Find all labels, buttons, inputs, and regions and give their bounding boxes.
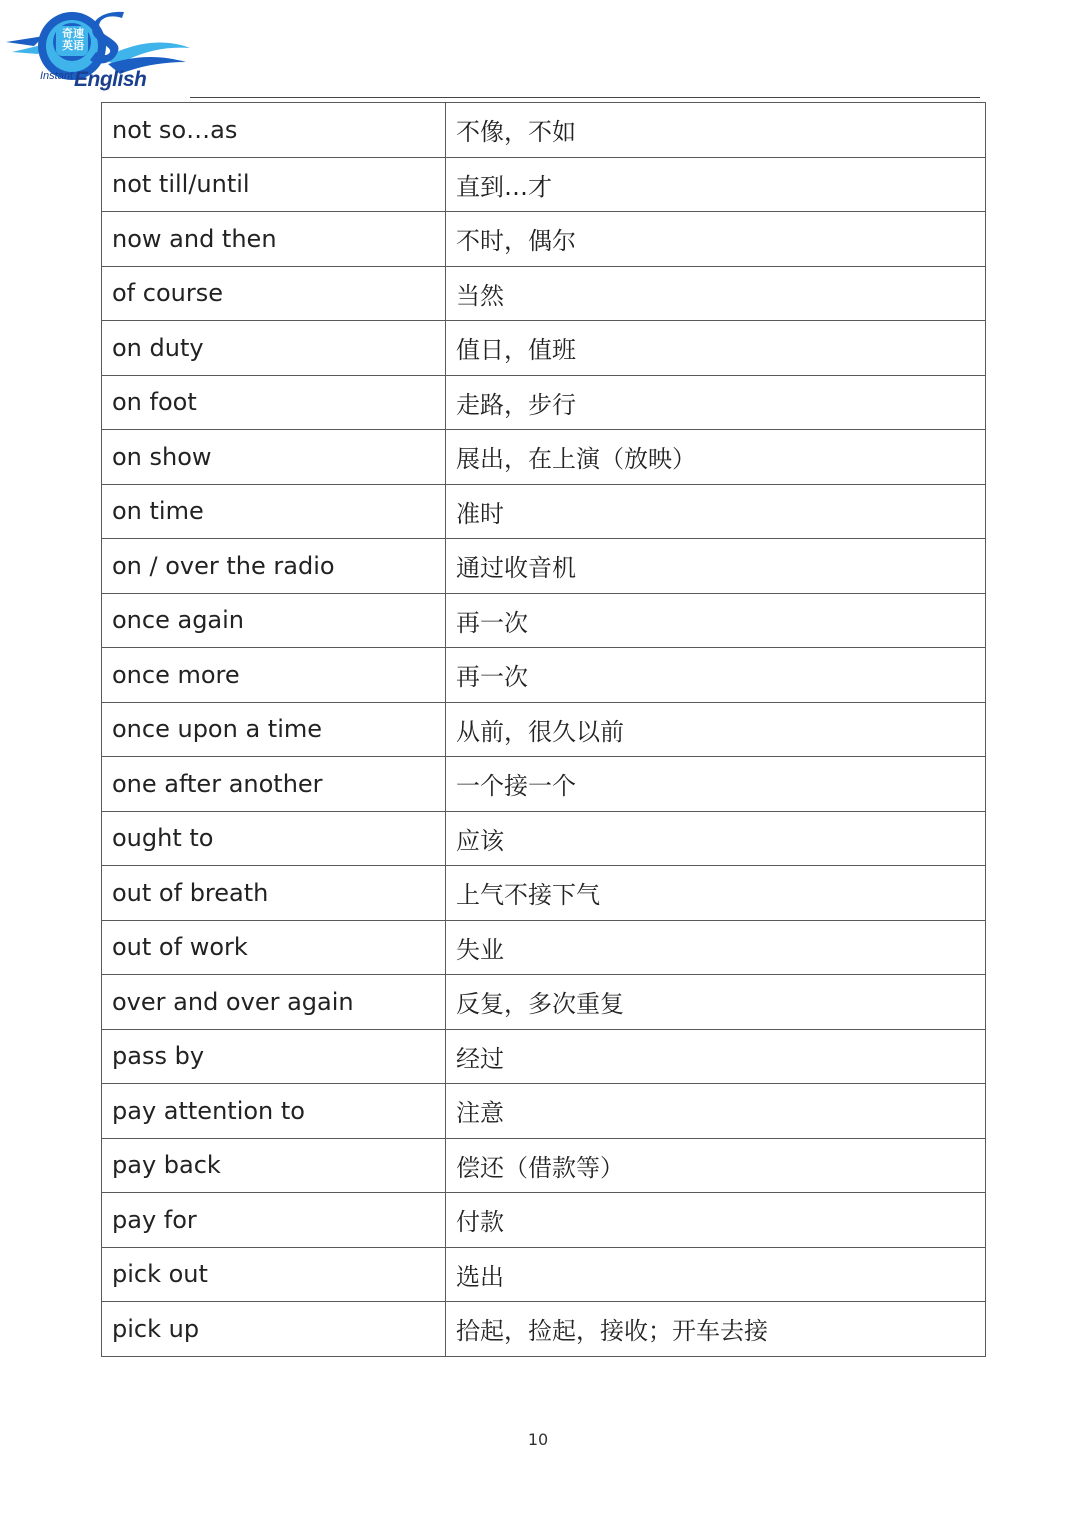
meaning-cell: 一个接一个 [446, 757, 986, 812]
meaning-cell: 直到…才 [446, 157, 986, 212]
meaning-cell: 注意 [446, 1084, 986, 1139]
table-row [102, 375, 986, 430]
page-number: 10 [527, 1430, 549, 1449]
phrase-cell: pass by [102, 1029, 446, 1084]
logo [4, 2, 194, 98]
table-row [102, 103, 986, 158]
meaning-cell: 反复，多次重复 [446, 975, 986, 1030]
phrase-cell: out of work [102, 920, 446, 975]
phrase-cell: on show [102, 430, 446, 485]
phrase-cell: not so…as [102, 103, 446, 158]
phrase-cell: pick up [102, 1302, 446, 1357]
phrase-cell: over and over again [102, 975, 446, 1030]
phrase-cell: not till/until [102, 157, 446, 212]
meaning-cell: 展出，在上演（放映） [446, 430, 986, 485]
meaning-cell: 拾起，捡起，接收；开车去接 [446, 1302, 986, 1357]
table-row [102, 321, 986, 376]
table-row [102, 1138, 986, 1193]
meaning-cell: 不时，偶尔 [446, 212, 986, 267]
table-row [102, 430, 986, 485]
table-row [102, 157, 986, 212]
meaning-cell: 通过收音机 [446, 539, 986, 594]
table-row [102, 484, 986, 539]
logo-english-text: English [74, 68, 147, 91]
phrase-cell: out of breath [102, 866, 446, 921]
phrase-cell: one after another [102, 757, 446, 812]
table-row [102, 1247, 986, 1302]
logo-instant-text: Instant [40, 70, 74, 82]
meaning-cell: 上气不接下气 [446, 866, 986, 921]
table-row [102, 593, 986, 648]
meaning-cell: 值日，值班 [446, 321, 986, 376]
logo-chinese-name: 奇速英语 [62, 27, 84, 52]
meaning-cell: 准时 [446, 484, 986, 539]
meaning-cell: 再一次 [446, 648, 986, 703]
table-row [102, 648, 986, 703]
table-row [102, 1193, 986, 1248]
phrase-cell: on time [102, 484, 446, 539]
table-row [102, 757, 986, 812]
phrase-cell: on duty [102, 321, 446, 376]
table-row [102, 1029, 986, 1084]
table-row [102, 266, 986, 321]
header-divider [190, 97, 980, 98]
phrase-cell: on / over the radio [102, 539, 446, 594]
meaning-cell: 当然 [446, 266, 986, 321]
table-row [102, 975, 986, 1030]
phrase-cell: pick out [102, 1247, 446, 1302]
phrase-table [101, 102, 986, 1357]
phrase-cell: pay back [102, 1138, 446, 1193]
table-row [102, 1302, 986, 1357]
meaning-cell: 付款 [446, 1193, 986, 1248]
table-row [102, 866, 986, 921]
table-row [102, 920, 986, 975]
phrase-cell: now and then [102, 212, 446, 267]
phrase-cell: once again [102, 593, 446, 648]
meaning-cell: 选出 [446, 1247, 986, 1302]
meaning-cell: 走路，步行 [446, 375, 986, 430]
meaning-cell: 应该 [446, 811, 986, 866]
phrase-cell: of course [102, 266, 446, 321]
meaning-cell: 失业 [446, 920, 986, 975]
phrase-cell: on foot [102, 375, 446, 430]
table-row [102, 811, 986, 866]
meaning-cell: 经过 [446, 1029, 986, 1084]
phrase-cell: once more [102, 648, 446, 703]
phrase-cell: ought to [102, 811, 446, 866]
table-row [102, 539, 986, 594]
phrase-table-body [102, 103, 986, 1357]
phrase-cell: pay for [102, 1193, 446, 1248]
table-row [102, 702, 986, 757]
table-row [102, 212, 986, 267]
phrase-cell: pay attention to [102, 1084, 446, 1139]
meaning-cell: 不像，不如 [446, 103, 986, 158]
meaning-cell: 偿还（借款等） [446, 1138, 986, 1193]
meaning-cell: 再一次 [446, 593, 986, 648]
meaning-cell: 从前，很久以前 [446, 702, 986, 757]
table-row [102, 1084, 986, 1139]
phrase-cell: once upon a time [102, 702, 446, 757]
